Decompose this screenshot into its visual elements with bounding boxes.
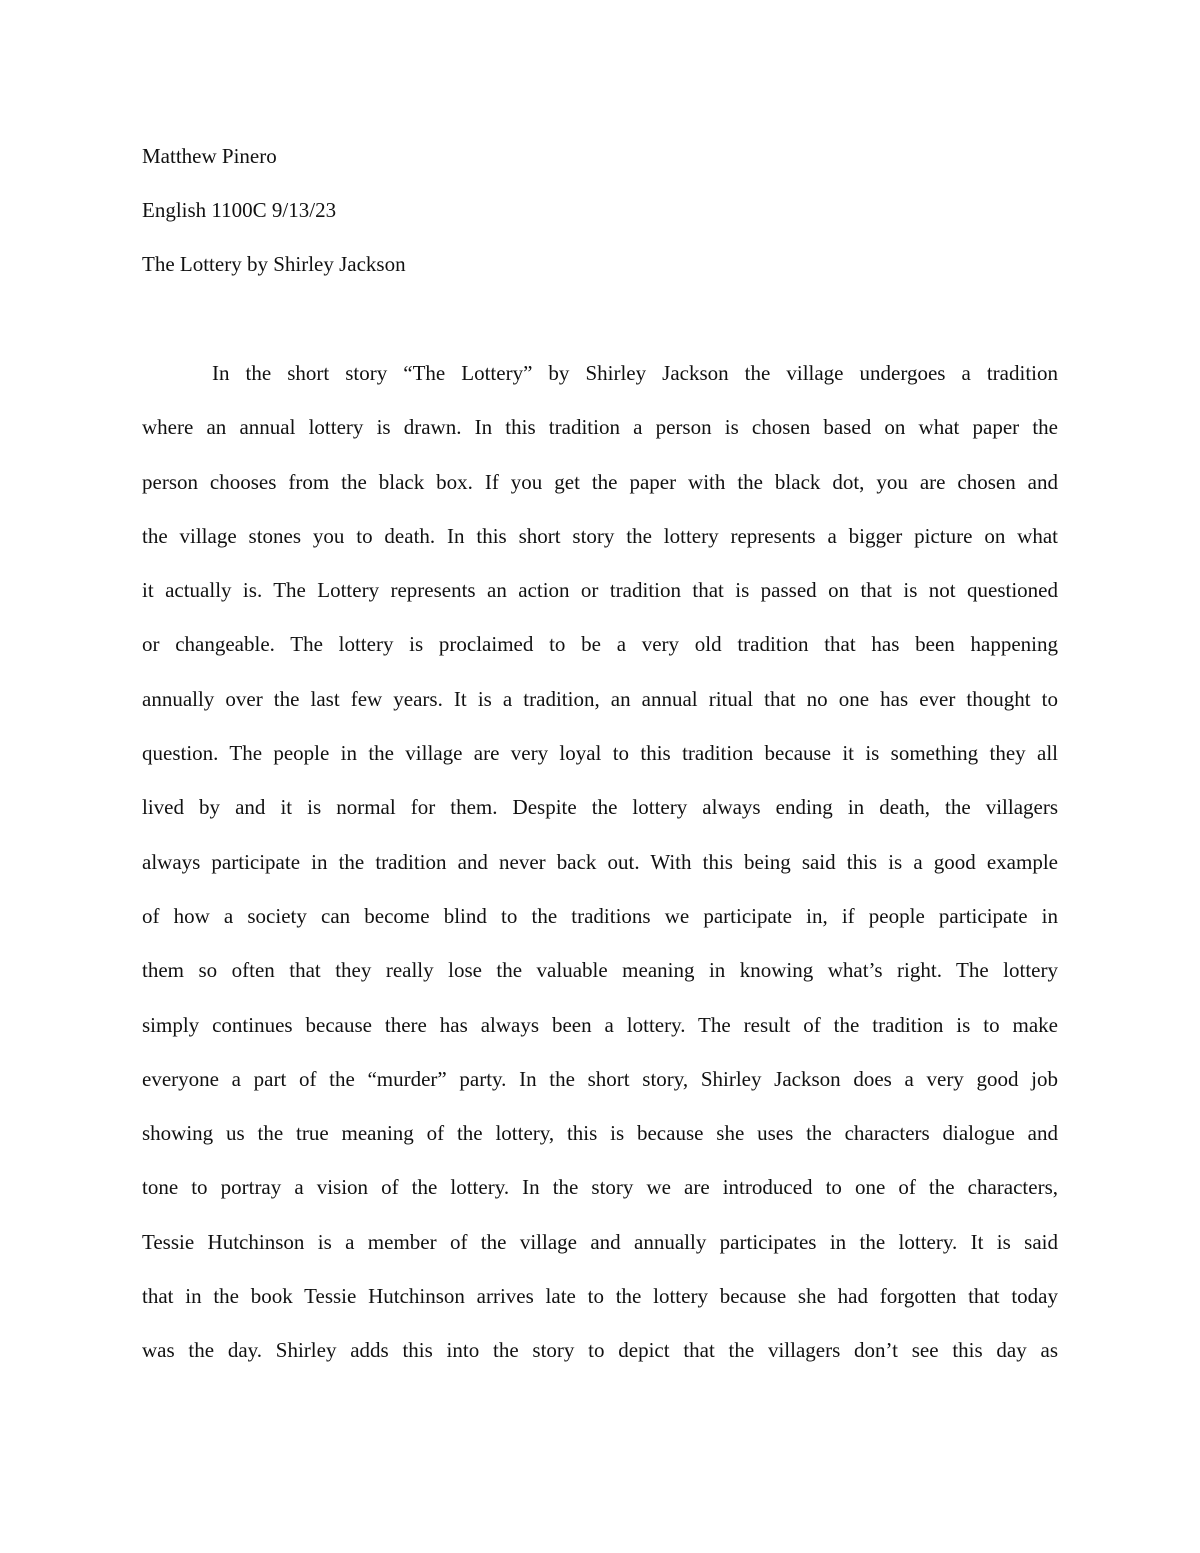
essay-line: of how a society can become blind to the traditions we participate in, if people participate in	[142, 903, 1058, 928]
essay-line: tone to portray a vision of the lottery. In the story we are introduced to one of the characters,	[142, 1175, 1058, 1200]
essay-line: lived by and it is normal for them. Despite the lottery always ending in death, the villagers	[142, 795, 1058, 820]
essay-line: showing us the true meaning of the lottery, this is because she uses the characters dialogue and	[142, 1121, 1058, 1146]
essay-line: it actually is. The Lottery represents an action or tradition that is passed on that is not questioned	[142, 578, 1058, 603]
essay-line: or changeable. The lottery is proclaimed to be a very old tradition that has been happening	[142, 632, 1058, 657]
essay-body	[142, 358, 1058, 1390]
essay-line: annually over the last few years. It is a tradition, an annual ritual that no one has ever thought to	[142, 686, 1058, 711]
essay-line: person chooses from the black box. If you get the paper with the black dot, you are chosen and	[142, 469, 1058, 494]
essay-line: always participate in the tradition and never back out. With this being said this is a good example	[142, 849, 1058, 874]
essay-line: where an annual lottery is drawn. In this tradition a person is chosen based on what paper the	[142, 415, 1058, 440]
essay-line: them so often that they really lose the valuable meaning in knowing what’s right. The lottery	[142, 958, 1058, 983]
essay-line: question. The people in the village are very loyal to this tradition because it is something they all	[142, 741, 1058, 766]
essay-line: that in the book Tessie Hutchinson arrives late to the lottery because she had forgotten that today	[142, 1284, 1058, 1309]
course-and-date: English 1100C 9/13/23	[142, 198, 337, 222]
essay-title: The Lottery by Shirley Jackson	[142, 252, 406, 276]
essay-line: simply continues because there has always been a lottery. The result of the tradition is to make	[142, 1012, 1058, 1037]
author-name: Matthew Pinero	[142, 144, 277, 168]
essay-line: everyone a part of the “murder” party. In the short story, Shirley Jackson does a very good job	[142, 1066, 1058, 1091]
essay-line: Tessie Hutchinson is a member of the village and annually participates in the lottery. It is said	[142, 1229, 1058, 1254]
essay-line: the village stones you to death. In this short story the lottery represents a bigger picture on what	[142, 523, 1058, 548]
essay-line: was the day. Shirley adds this into the story to depict that the villagers don’t see this day as	[142, 1338, 1058, 1363]
essay-line: In the short story “The Lottery” by Shirley Jackson the village undergoes a tradition	[212, 361, 1058, 385]
